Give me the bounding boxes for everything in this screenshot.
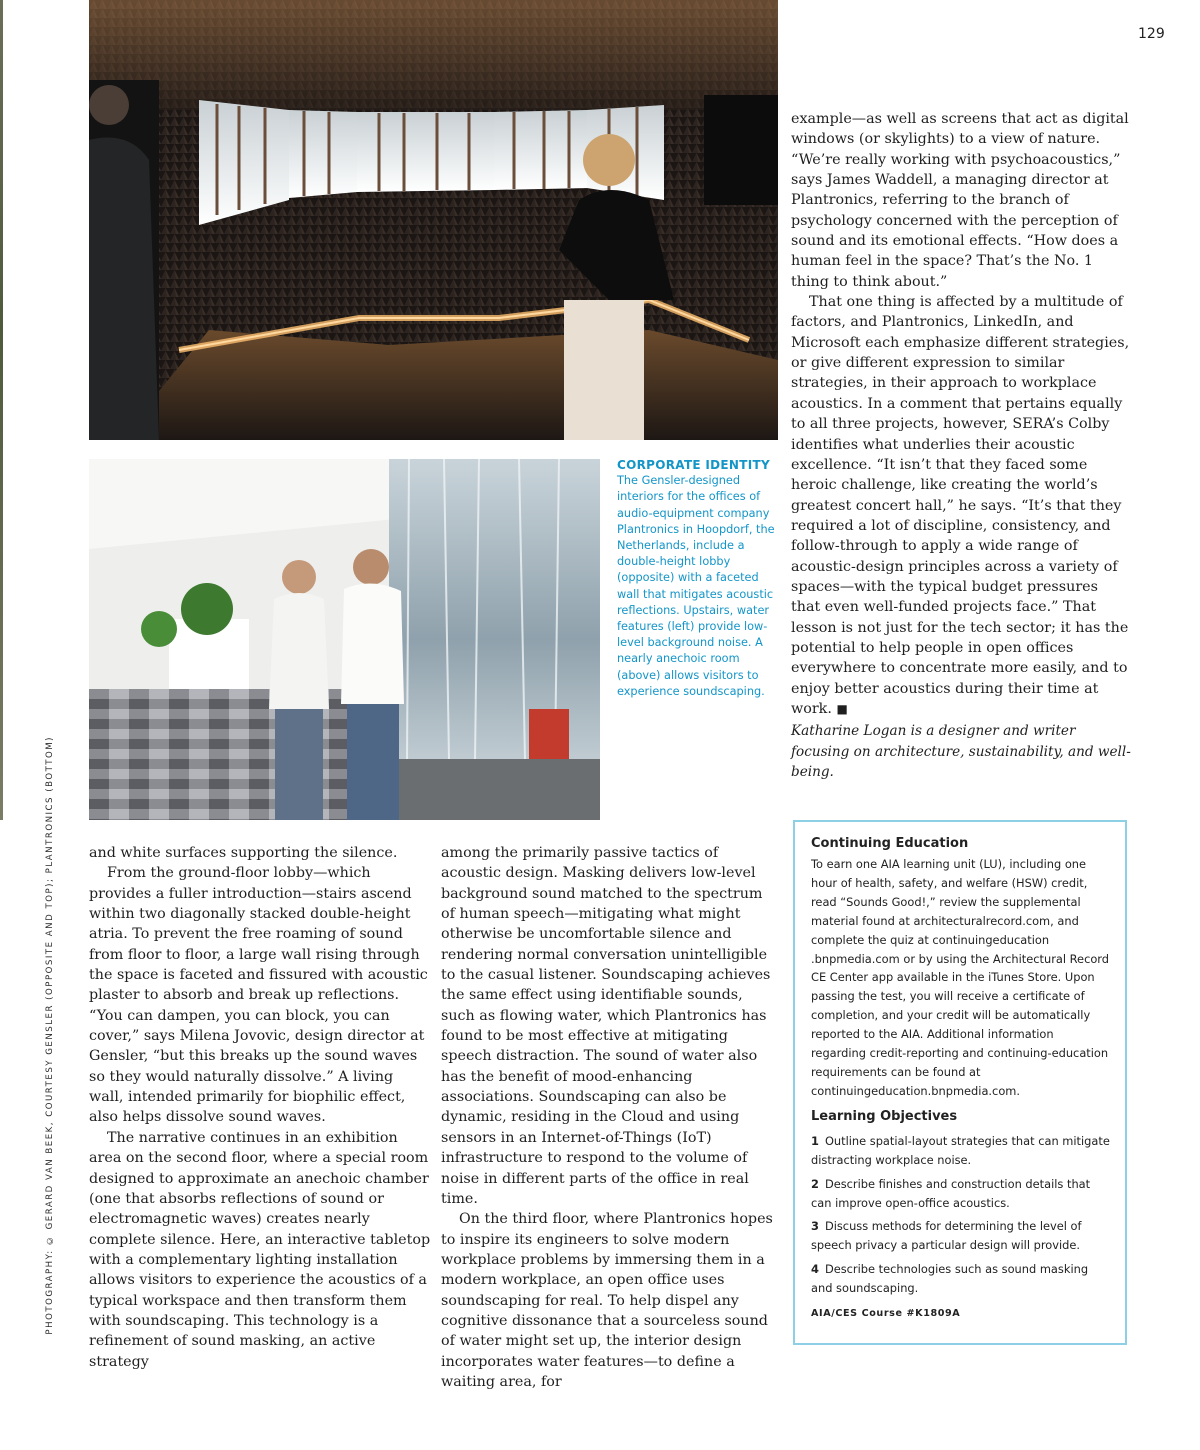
objective-text: Describe finishes and construction details that can improve open-office acoustics. bbox=[811, 1176, 1091, 1210]
ce-title: Continuing Education bbox=[811, 836, 969, 851]
article-paragraph: From the ground-floor lobby—which provides a fuller introduction—stairs ascend within two diagonally stacked double-height atria. To prevent the free roaming of sound from floor to floor, a large wall rising through the space is faceted and fissured with acoustic plaster to absorb and break up reflections. “You can dampen, you can block, you can cover,” says Milena Jovovic, design director at Gensler, “but this breaks up the sound waves so they would naturally dissolve.” A living wall, intended primarily for biophilic effect, also helps dissolve sound waves. bbox=[89, 865, 428, 1126]
article-paragraph: among the primarily passive tactics of acoustic design. Masking delivers low-level background sound matched to the spectrum of human speech—mitigating what might otherwise be uncomfortable silence and rendering normal conversation unintelligible to the casual listener. Soundscaping achieves the same effect using identifiable sounds, such as flowing water, which Plantronics has found to be most effective at mitigating speech distraction. The sound of water also has the benefit of mood-enhancing associations. Soundscaping can also be dynamic, residing in the Cloud and using sensors in an Internet-of-Things (IoT) infrastructure to respond to the volume of noise in different parts of the office in real time. bbox=[441, 845, 771, 1207]
course-number: AIA/CES Course #K1809A bbox=[811, 1308, 961, 1320]
caption-heading: CORPORATE IDENTITY bbox=[617, 458, 770, 472]
article-paragraph: On the third floor, where Plantronics hopes to inspire its engineers to solve modern workplace problems by immersing them in a modern workplace, an open office uses soundscaping for real. To help dispel any cognitive dissonance that a sourceless sound of water might set up, the interior design incorporates water features—to define a waiting area, for bbox=[441, 1211, 773, 1390]
author-bio bbox=[791, 721, 1131, 783]
learning-objective bbox=[811, 1132, 1111, 1170]
objective-text: Describe technologies such as sound masking and soundscaping. bbox=[811, 1262, 1089, 1296]
article-column-2 bbox=[441, 843, 777, 1392]
article-column-1 bbox=[89, 843, 431, 1372]
objective-number: 1 bbox=[811, 1133, 819, 1148]
learning-objectives-title: Learning Objectives bbox=[811, 1108, 958, 1124]
article-paragraph: The narrative continues in an exhibition area on the second floor, where a special room designed to approximate an anechoic chamber (one that absorbs reflections of sound or electromagnetic waves) creates nearly complete silence. Here, an interactive tabletop with a complementary lighting installation allows visitors to experience the acoustics of a typical workspace and then transform them with soundscaping. This technology is a refinement of sound masking, an active strategy bbox=[89, 1129, 431, 1370]
continuing-education-box bbox=[793, 820, 1127, 1345]
objective-number: 3 bbox=[811, 1219, 819, 1234]
learning-objective bbox=[811, 1217, 1111, 1255]
caption-body: The Gensler-designed interiors for the offices of audio-equipment company Plantronics in Hoopdorf, the Netherlands, include a double-height lobby (opposite) with a faceted wall that mitigates acoustic reflections. Upstairs, water features (left) provide low-level background noise. A nearly anechoic room (above) allows visitors to experience soundscaping. bbox=[617, 474, 775, 698]
photo-caption bbox=[617, 457, 782, 700]
objective-text: Outline spatial-layout strategies that can mitigate distracting workplace noise. bbox=[811, 1133, 1110, 1167]
article-paragraph bbox=[791, 292, 1131, 719]
page-number: 129 bbox=[1138, 26, 1165, 42]
author-bio-text: Katharine Logan is a designer and writer focusing on architecture, sustainability, and well-being. bbox=[791, 723, 1131, 780]
article-paragraph-text: That one thing is affected by a multitude of factors, and Plantronics, LinkedIn, and Microsoft each emphasize different strategies, or give different expression to similar strategies, in their approach to workplace acoustics. In a comment that pertains equally to all three projects, however, SERA’s Colby identifies what underlies their acoustic excellence. “It isn’t that they faced some heroic challenge, like creating the world’s greatest concert hall,” he says. “It’s that they required a lot of discipline, consistency, and follow-through to apply a wide range of acoustic-design principles across a variety of spaces—with the typical budget pressures that even well-funded projects face.” That lesson is not just for the tech sector; it has the potential to help people in open offices everywhere to concentrate more easily, and to enjoy better acoustics during their time at work. bbox=[791, 294, 1130, 717]
learning-objective bbox=[811, 1260, 1111, 1298]
lobby-illustration bbox=[89, 459, 600, 820]
article-paragraph: and white surfaces supporting the silence. bbox=[89, 845, 398, 861]
objective-number: 2 bbox=[811, 1176, 819, 1191]
facing-page-edge bbox=[0, 0, 3, 820]
article-paragraph: example—as well as screens that act as digital windows (or skylights) to a view of nature. “We’re really working with psychoacoustics,” says James Waddell, a managing director at Plantronics, referring to the branch of psychology concerned with the perception of sound and its emotional effects. “How does a human feel in the space? That’s the No. 1 thing to think about.” bbox=[791, 111, 1129, 290]
photo-lobby-water-feature bbox=[89, 459, 600, 820]
learning-objective bbox=[811, 1175, 1111, 1213]
photo-credit-wrapper bbox=[43, 720, 57, 1350]
learning-objectives-list bbox=[811, 1132, 1111, 1298]
objective-number: 4 bbox=[811, 1262, 819, 1277]
objective-text: Discuss methods for determining the level of speech privacy a particular design will provide. bbox=[811, 1219, 1082, 1253]
article-column-right bbox=[791, 109, 1131, 719]
photo-credit: PHOTOGRAPHY: © GERARD VAN BEEK, COURTESY GENSLER (OPPOSITE AND TOP); PLANTRONICS (BOTTOM) bbox=[45, 735, 55, 1335]
photo-anechoic-room bbox=[89, 0, 778, 440]
anechoic-room-illustration bbox=[89, 0, 778, 440]
end-mark-icon: ■ bbox=[836, 701, 848, 716]
ce-body: To earn one AIA learning unit (LU), including one hour of health, safety, and welfare (HSW) credit, read “Sounds Good!,” review the supplemental material found at architecturalrecord.com, and complete the quiz at continuingeducation .bnpmedia.com or by using the Architectural Record CE Center app available in the iTunes Store. Upon passing the test, you will receive a certificate of completion, and your credit will be automatically reported to the AIA. Additional information regarding credit-reporting and continuing-education requirements can be found at continuingeducation.bnpmedia.com. bbox=[811, 857, 1110, 1098]
